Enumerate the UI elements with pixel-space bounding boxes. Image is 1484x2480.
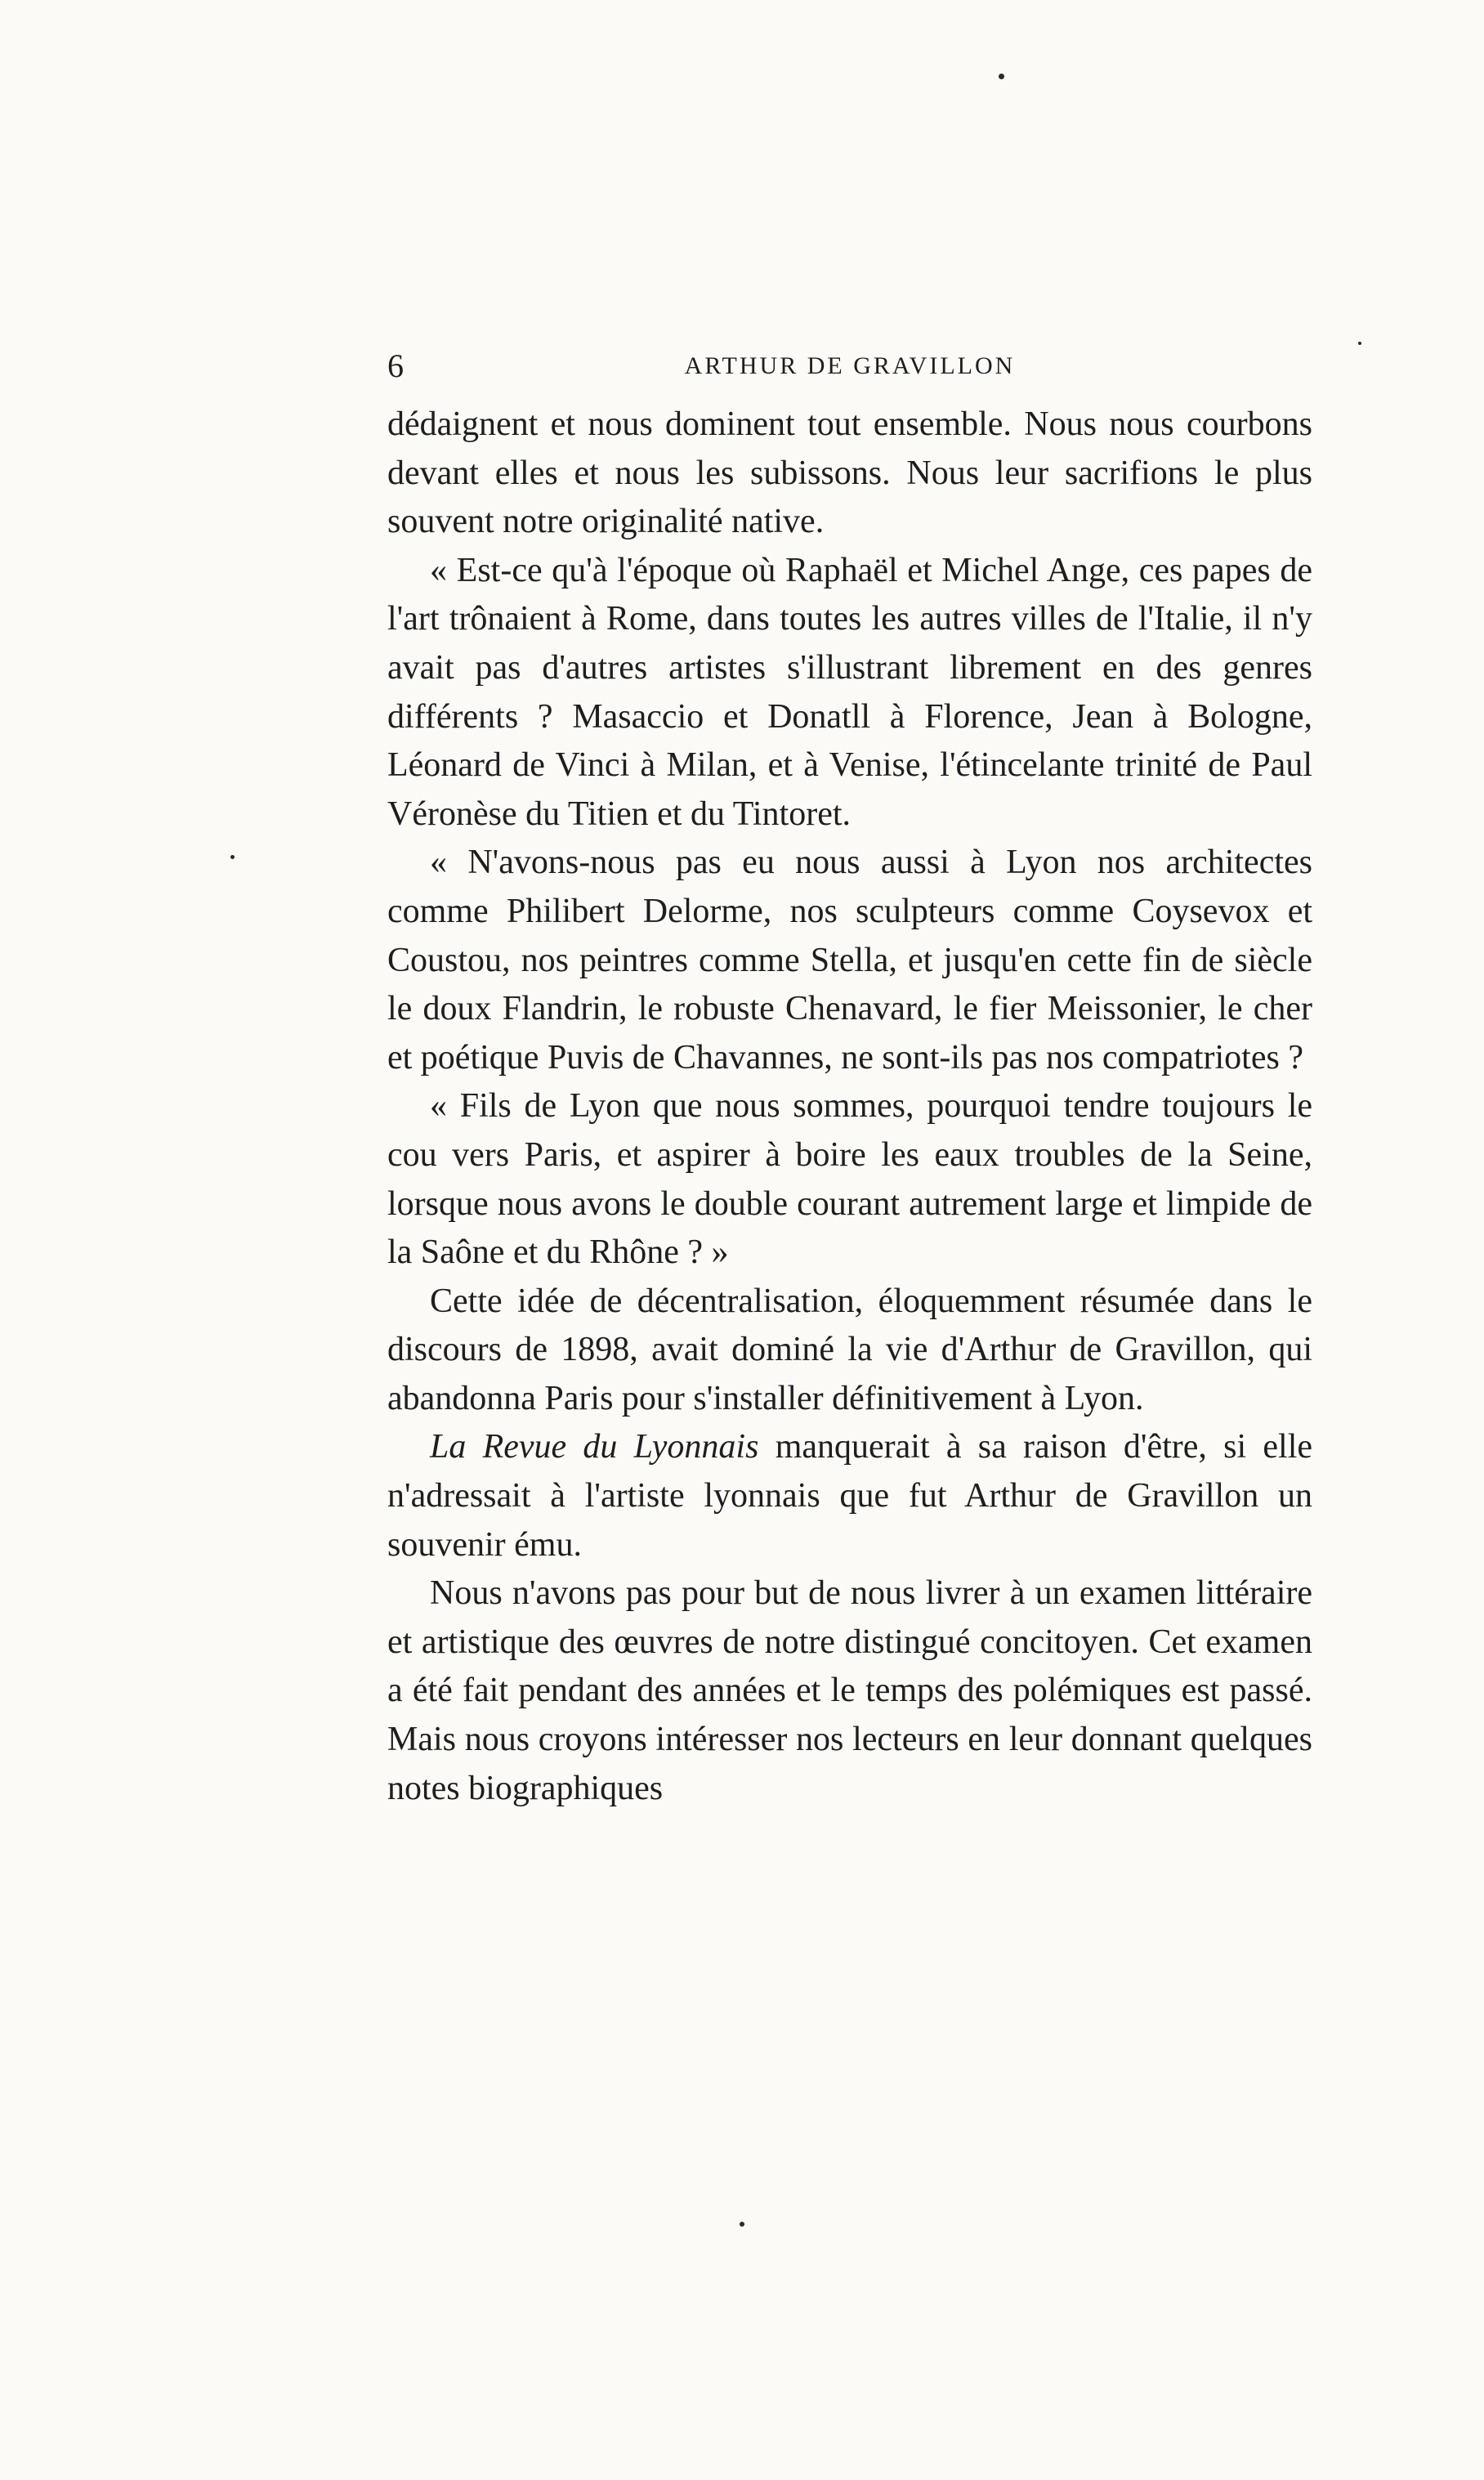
paragraph-6 — [387, 1423, 1312, 1569]
body-text — [387, 401, 1312, 1813]
paragraph-2: « Est-ce qu'à l'époque où Raphaël et Michel Ange, ces papes de l'art trônaient à Rome, dans toutes les autres villes de l'Italie, il n'y avait pas d'autres artistes s'illustrant librement en des genres différents ? Masaccio et Donatll à Florence, Jean à Bologne, Léonard de Vinci à Milan, et à Venise, l'étincelante trinité de Paul Véronèse du Titien et du Tintoret. — [387, 551, 1312, 833]
running-title: ARTHUR DE GRAVILLON — [684, 352, 1016, 379]
paper-speck — [740, 2222, 744, 2227]
paragraph-1: dédaignent et nous dominent tout ensemble. Nous nous courbons devant elles et nous les subissons. Nous leur sacrifions le plus souvent notre originalité native. — [387, 405, 1312, 541]
paper-speck — [999, 74, 1004, 79]
page-header — [387, 342, 1312, 391]
paragraph-3: « N'avons-nous pas eu nous aussi à Lyon nos architectes comme Philibert Delorme, nos sculpteurs comme Coysevox et Coustou, nos peintres comme Stella, et jusqu'en cette fin de siècle le doux Flandrin, le robuste Chenavard, le fier Meissonier, le cher et poétique Puvis de Chavannes, ne sont-ils pas nos compatriotes ? — [387, 844, 1312, 1077]
paper-speck — [1358, 342, 1361, 345]
page-number: 6 — [387, 347, 404, 384]
journal-title: La Revue du Lyonnais — [430, 1428, 759, 1466]
paragraph-7: Nous n'avons pas pour but de nous livrer à un examen littéraire et artistique des œuvres de notre distingué concitoyen. Cet examen a été fait pendant des années et le temps des polémiques est passé. Mais nous croyons intéresser nos lecteurs en leur donnant quelques notes biographiques — [387, 1574, 1312, 1807]
paragraph-5: Cette idée de décentralisation, éloquemment résumée dans le discours de 1898, avait dominé la vie d'Arthur de Gravillon, qui abandonna Paris pour s'installer définitivement à Lyon. — [387, 1282, 1312, 1417]
paragraph-4: « Fils de Lyon que nous sommes, pourquoi tendre toujours le cou vers Paris, et aspirer à boire les eaux troubles de la Seine, lorsque nous avons le double courant autrement large et limpide de la Saône et du Rhône ? » — [387, 1087, 1312, 1272]
paragraph-6-text: manquerait à sa raison d'être, si elle n'adressait à l'artiste lyonnais que fut Arthur de Gravillon un souvenir ému. — [387, 1428, 1313, 1564]
paper-speck — [230, 855, 235, 859]
